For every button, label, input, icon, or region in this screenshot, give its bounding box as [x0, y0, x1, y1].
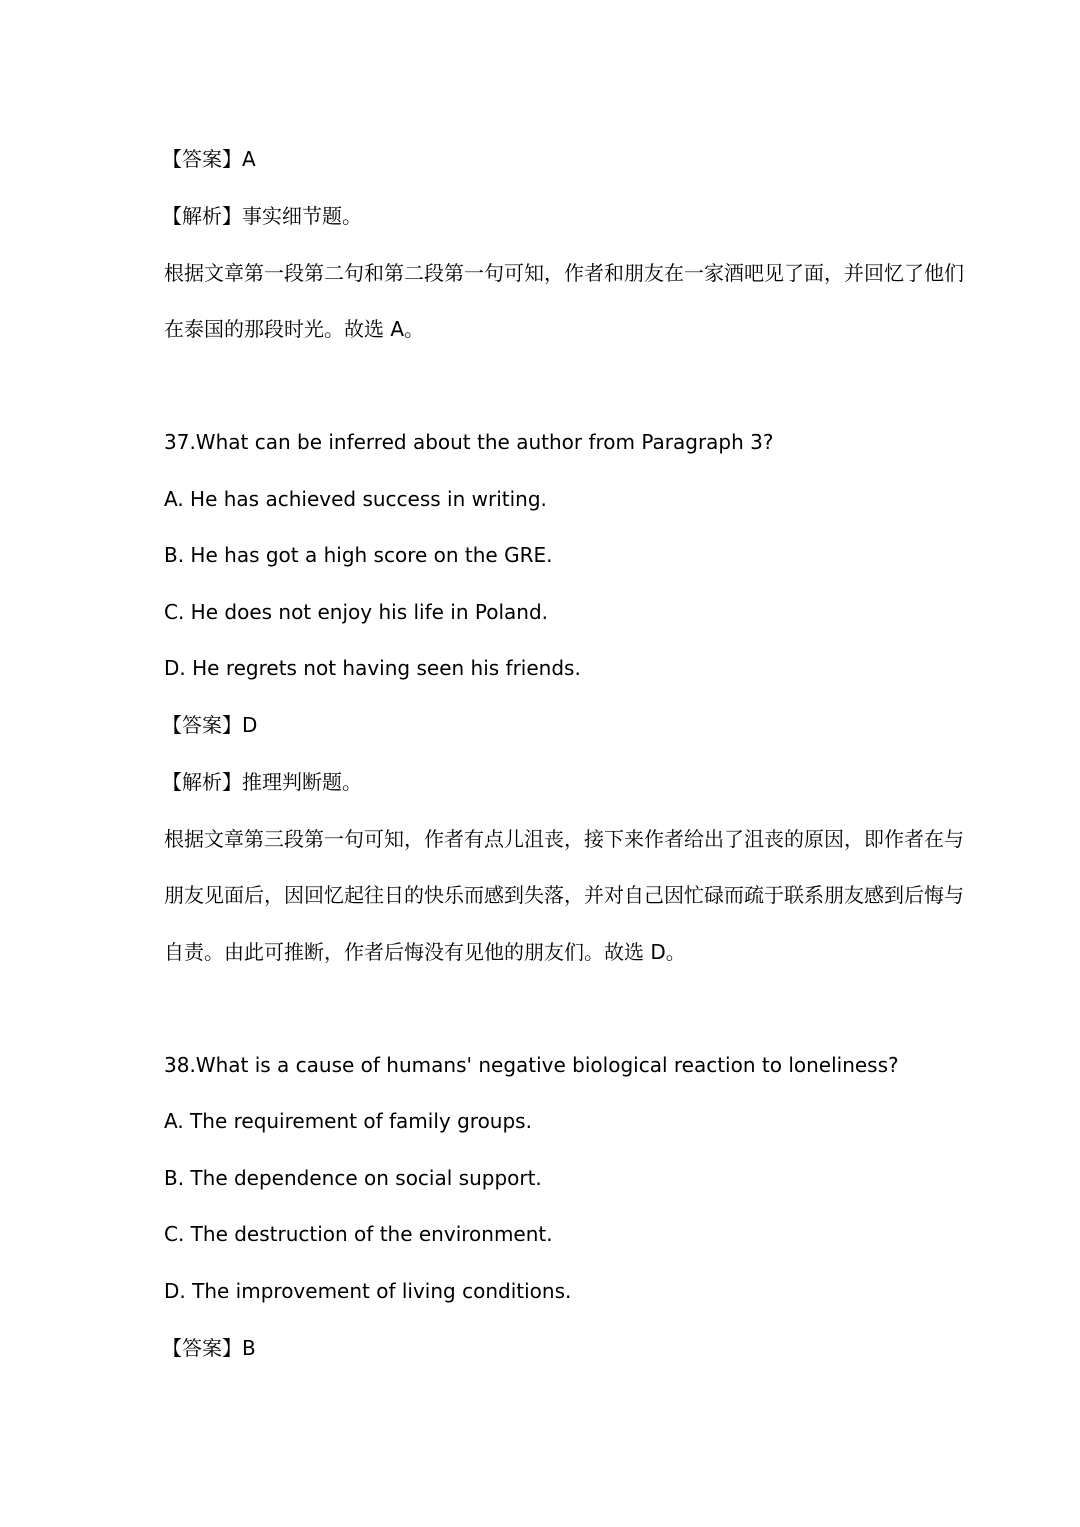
q37-option-b: B. He has got a high score on the GRE. — [164, 543, 553, 567]
analysis-36-label: 【解析】事实细节题。 — [162, 204, 362, 228]
q37-option-d: D. He regrets not having seen his friends. — [164, 656, 581, 680]
question-38: 38.What is a cause of humans' negative biological reaction to loneliness? — [164, 1053, 899, 1077]
q37-option-c: C. He does not enjoy his life in Poland. — [164, 600, 549, 624]
analysis-37-label: 【解析】推理判断题。 — [162, 770, 362, 794]
q38-option-c: C. The destruction of the environment. — [164, 1222, 553, 1246]
q38-option-b: B. The dependence on social support. — [164, 1166, 542, 1190]
answer-36: 【答案】A — [162, 147, 256, 171]
analysis-37-line-2: 朋友见面后，因回忆起往日的快乐而感到失落，并对自己因忙碌而疏于联系朋友感到后悔与 — [164, 883, 964, 907]
analysis-36-line-1: 根据文章第一段第二句和第二段第一句可知，作者和朋友在一家酒吧见了面，并回忆了他们 — [164, 261, 964, 285]
answer-38: 【答案】B — [162, 1336, 256, 1360]
q38-option-a: A. The requirement of family groups. — [164, 1109, 532, 1133]
answer-37: 【答案】D — [162, 713, 258, 737]
q38-option-d: D. The improvement of living conditions. — [164, 1279, 572, 1303]
q37-option-a: A. He has achieved success in writing. — [164, 487, 547, 511]
analysis-37-line-1: 根据文章第三段第一句可知，作者有点儿沮丧，接下来作者给出了沮丧的原因，即作者在与 — [164, 827, 964, 851]
analysis-36-line-2: 在泰国的那段时光。故选 A。 — [164, 317, 425, 341]
analysis-37-line-3: 自责。由此可推断，作者后悔没有见他的朋友们。故选 D。 — [164, 940, 686, 964]
question-37: 37.What can be inferred about the author from Paragraph 3? — [164, 430, 774, 454]
